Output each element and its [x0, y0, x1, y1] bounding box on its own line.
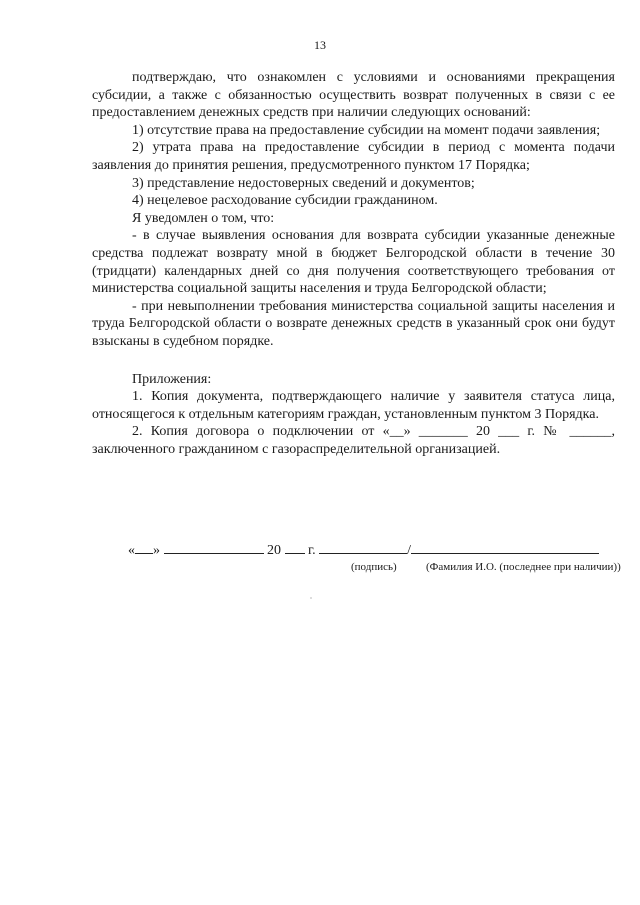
- paragraph-ground-4: 4) нецелевое расходование субсидии гражданином.: [132, 193, 438, 209]
- paragraph-ground-3: 3) представление недостоверных сведений и документов;: [132, 175, 475, 191]
- signature-line: [128, 540, 618, 559]
- month-blank[interactable]: [164, 540, 264, 554]
- date-close-quote: »: [153, 543, 160, 558]
- paragraph-ground-2: 2) утрата права на предоставление субсидии в период с момента подачи заявления до принятия решения, предусмотренного пунктом 17 Порядка;: [92, 140, 615, 173]
- paragraph-notified: Я уведомлен о том, что:: [132, 210, 275, 226]
- day-blank[interactable]: [135, 540, 153, 554]
- paragraph-acknowledgement: подтверждаю, что ознакомлен с условиями и основаниями прекращения субсидии, а также с обязанностью осуществить возврат полученных в связи с ее предоставлением денежных средств при наличии следующих оснований:: [92, 70, 615, 121]
- page-number: 13: [314, 38, 326, 52]
- scan-speck: [310, 597, 312, 599]
- signature-slash: /: [407, 543, 412, 558]
- appendix-item-2: 2. Копия договора о подключении от «__» _______ 20 ___ г. № ______, заключенного гражданином с газораспределительной организацией.: [92, 424, 615, 457]
- appendix-title: Приложения:: [132, 371, 212, 387]
- signature-caption: (подпись): [351, 561, 397, 573]
- year-suffix: г.: [308, 543, 316, 558]
- paragraph-refund-term: - в случае выявления основания для возврата субсидии указанные денежные средства подлежат возврату мной в бюджет Белгородской области в течение 30 (тридцати) календарных дней со дня получения соответствующего требования от министерства социальной защиты населения и труда Белгородской области;: [92, 228, 615, 297]
- paragraph-court-recovery: - при невыполнении требования министерства социальной защиты населения и труда Белгородской области о возврате денежных средств в указанный срок они будут взысканы в судебном порядке.: [92, 298, 615, 349]
- full-name-blank[interactable]: [411, 540, 599, 554]
- year-blank[interactable]: [285, 540, 305, 554]
- document-body: [92, 69, 615, 458]
- date-open-quote: «: [128, 543, 135, 558]
- signature-blank[interactable]: [319, 540, 407, 554]
- appendix-item-1: 1. Копия документа, подтверждающего наличие у заявителя статуса лица, относящегося к отдельным категориям граждан, установленным пунктом 3 Порядка.: [92, 389, 615, 422]
- paragraph-ground-1: 1) отсутствие права на предоставление субсидии на момент подачи заявления;: [132, 122, 601, 138]
- name-caption: (Фамилия И.О. (последнее при наличии)): [426, 561, 621, 573]
- year-prefix: 20: [267, 543, 281, 558]
